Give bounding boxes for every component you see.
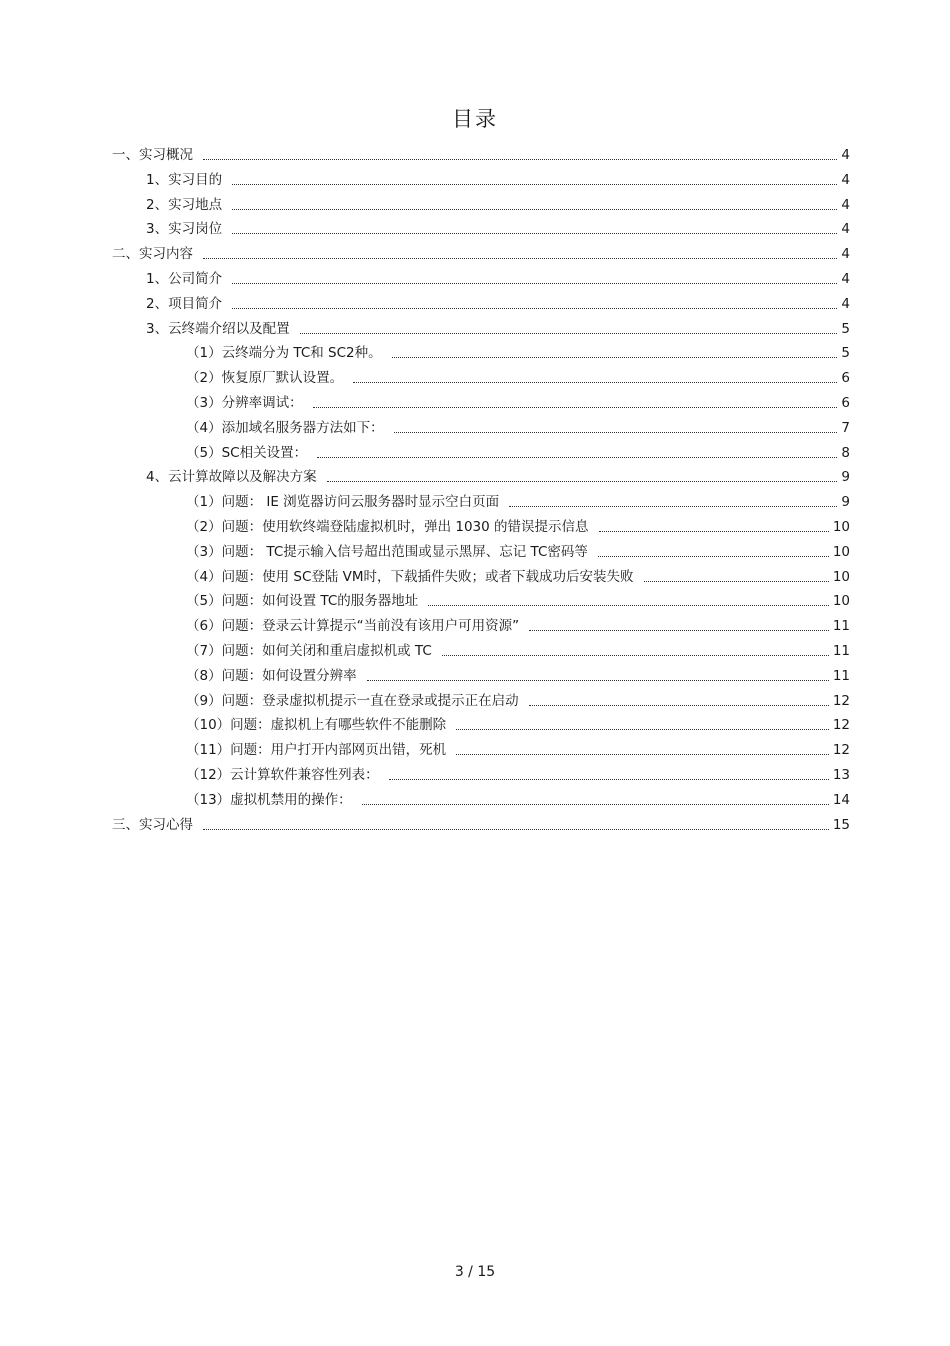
toc-entry-page: 6: [841, 370, 850, 387]
toc-entry-label: （12）云计算软件兼容性列表：: [186, 767, 379, 783]
dot-leader: [529, 630, 829, 631]
toc-entry[interactable]: [146, 292, 850, 314]
toc-entry-label: （9）问题：登录虚拟机提示一直在登录或提示正在启动: [186, 692, 519, 709]
toc-entry-label: 3、实习岗位: [146, 221, 223, 238]
dot-leader: [203, 258, 837, 259]
toc-entry[interactable]: [146, 267, 850, 289]
dot-leader: [529, 705, 829, 706]
toc-entry-label: （2）恢复原厂默认设置。: [186, 370, 344, 387]
dot-leader: [456, 754, 829, 755]
toc-entry[interactable]: [186, 515, 850, 537]
toc-entry-page: 12: [832, 742, 850, 759]
dot-leader: [389, 779, 829, 780]
toc-entry-page: 10: [832, 543, 850, 560]
toc-entry-page: 10: [832, 593, 850, 610]
dot-leader: [232, 283, 837, 284]
toc-entry-label: 1、实习目的: [146, 171, 223, 188]
toc-entry-label: （3）分辨率调试：: [186, 395, 303, 411]
dot-leader: [392, 357, 838, 358]
toc-entry[interactable]: [186, 689, 850, 711]
dot-leader: [394, 432, 838, 433]
toc-entry-label: （6）问题：登录云计算提示“当前没有该用户可用资源”: [186, 618, 520, 635]
toc-entry-label: （5）SC相关设置：: [186, 444, 308, 461]
dot-leader: [509, 506, 837, 507]
toc-entry[interactable]: [186, 763, 850, 785]
page-number: 3 / 15: [454, 1264, 496, 1280]
dot-leader: [367, 680, 829, 681]
toc-entry-label: （1）问题： IE 浏览器访问云服务器时显示空白页面: [186, 494, 500, 511]
toc-entry-label: （7）问题：如何关闭和重启虚拟机或 TC: [186, 643, 432, 659]
toc-entry-label: （3）问题： TC提示输入信号超出范围或显示黑屏、忘记 TC密码等: [186, 543, 588, 560]
toc-entry-label: （2）问题：使用软终端登陆虚拟机时，弹出 1030 的错误提示信息: [186, 519, 589, 535]
toc-entry[interactable]: [146, 465, 850, 487]
dot-leader: [300, 333, 838, 334]
dot-leader: [599, 531, 829, 532]
toc-entry[interactable]: [186, 391, 850, 413]
toc-entry-label: （10）问题：虚拟机上有哪些软件不能删除: [186, 717, 447, 734]
toc-entry-page: 4: [841, 171, 850, 188]
dot-leader: [598, 556, 829, 557]
toc-entry-label: （8）问题：如何设置分辨率: [186, 667, 357, 684]
toc-entry[interactable]: [146, 193, 850, 215]
toc-entry[interactable]: [186, 490, 850, 512]
toc-entry-label: （4）添加域名服务器方法如下：: [186, 419, 384, 436]
toc-entry-page: 4: [841, 271, 850, 287]
dot-leader: [644, 581, 829, 582]
toc-entry[interactable]: [186, 565, 850, 587]
toc-entry-label: 一、实习概况: [112, 147, 193, 163]
toc-entry[interactable]: [186, 614, 850, 636]
dot-leader: [428, 605, 829, 606]
dot-leader: [232, 184, 837, 185]
toc-entry[interactable]: [186, 713, 850, 735]
toc-entry-label: （13）虚拟机禁用的操作：: [186, 791, 352, 808]
toc-entry[interactable]: [112, 242, 850, 264]
toc-entry-label: （1）云终端分为 TC和 SC2种。: [186, 345, 382, 362]
toc-entry[interactable]: [186, 540, 850, 562]
toc-entry[interactable]: [146, 168, 850, 190]
toc-entry[interactable]: [186, 366, 850, 388]
toc-entry-label: 3、云终端介绍以及配置: [146, 320, 290, 337]
toc-entry-label: 三、实习心得: [112, 816, 193, 833]
toc-entry-page: 15: [832, 816, 850, 833]
toc-entry-page: 9: [841, 494, 850, 511]
toc-entry-page: 6: [841, 395, 850, 411]
toc-entry-label: 2、实习地点: [146, 196, 223, 213]
toc-entry-page: 4: [841, 196, 850, 213]
toc-entry[interactable]: [186, 639, 850, 661]
dot-leader: [232, 209, 837, 210]
dot-leader: [362, 804, 829, 805]
dot-leader: [313, 407, 838, 408]
dot-leader: [317, 457, 837, 458]
toc-title: 目录: [452, 107, 498, 131]
toc-entry[interactable]: [186, 589, 850, 611]
dot-leader: [456, 729, 829, 730]
toc-entry[interactable]: [146, 317, 850, 339]
toc-entry-page: 8: [841, 444, 850, 461]
toc-entry-page: 10: [832, 519, 850, 535]
toc-entry-label: 1、公司简介: [146, 271, 223, 287]
toc-entry-page: 4: [841, 221, 850, 238]
dot-leader: [203, 159, 837, 160]
toc-entry-page: 11: [832, 643, 850, 659]
toc-entry-label: （4）问题：使用 SC登陆 VM时，下载插件失败；或者下载成功后安装失败: [186, 568, 634, 585]
toc-entry-label: 2、项目简介: [146, 295, 223, 312]
dot-leader: [232, 233, 837, 234]
toc-entry[interactable]: [112, 813, 850, 835]
toc-entry-page: 12: [832, 692, 850, 709]
toc-entry-page: 14: [832, 791, 850, 808]
toc-entry-page: 9: [841, 469, 850, 486]
toc-entry-page: 12: [832, 717, 850, 734]
dot-leader: [442, 655, 829, 656]
toc-entry[interactable]: [112, 143, 850, 165]
toc-entry-page: 4: [841, 246, 850, 263]
toc-entry-label: 4、云计算故障以及解决方案: [146, 469, 317, 486]
toc-entry-page: 13: [832, 767, 850, 783]
toc-entry-page: 11: [832, 618, 850, 635]
toc-entry-label: （5）问题：如何设置 TC的服务器地址: [186, 593, 419, 610]
toc-entry[interactable]: [186, 416, 850, 438]
toc-entry-page: 5: [841, 320, 850, 337]
toc-entry-page: 4: [841, 147, 850, 163]
dot-leader: [327, 481, 838, 482]
toc-entry[interactable]: [186, 441, 850, 463]
dot-leader: [203, 829, 829, 830]
toc-entry-page: 4: [841, 295, 850, 312]
toc-entry-page: 11: [832, 667, 850, 684]
toc-entry[interactable]: [186, 341, 850, 363]
toc-entry[interactable]: [186, 664, 850, 686]
toc-entry-label: （11）问题：用户打开内部网页出错，死机: [186, 742, 447, 759]
toc-entry-page: 10: [832, 568, 850, 585]
toc-entry-label: 二、实习内容: [112, 246, 193, 263]
dot-leader: [353, 382, 837, 383]
dot-leader: [232, 308, 837, 309]
toc-entry-page: 7: [841, 419, 850, 436]
toc-entry[interactable]: [146, 217, 850, 239]
toc-entry[interactable]: [186, 738, 850, 760]
toc-entry[interactable]: [186, 788, 850, 810]
toc-entry-page: 5: [841, 345, 850, 362]
